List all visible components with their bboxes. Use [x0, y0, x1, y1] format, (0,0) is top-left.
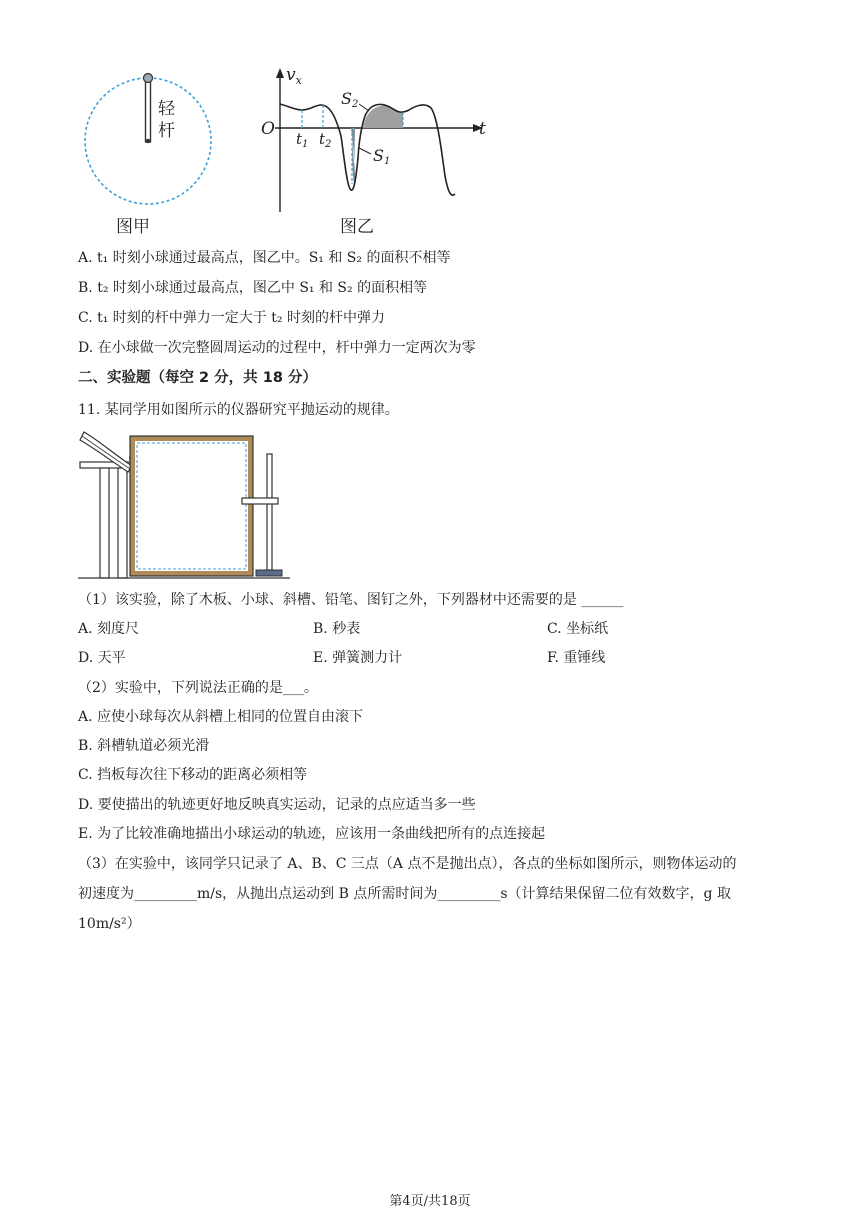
page-footer: 第4页/共18页 — [389, 1194, 471, 1209]
q10-option-b: B. t₂ 时刻小球通过最高点，图乙中 S₁ 和 S₂ 的面积相等 — [78, 280, 428, 296]
q11-part1: （1）该实验，除了木板、小球、斜槽、铅笔、图钉之外，下列器材中还需要的是 ______ — [78, 592, 624, 608]
q11-part1-option-b: B. 秒表 — [313, 621, 361, 637]
s1-label: S1 — [373, 146, 391, 167]
stand-clamp — [242, 498, 278, 504]
figure-jia-diagram — [82, 68, 218, 210]
rod-label-1: 轻 — [158, 99, 175, 119]
axis-v-label: $v_x$ — [286, 66, 302, 87]
q11-part3-line3: 10m/s²） — [78, 916, 141, 932]
rod-label-2: 杆 — [158, 121, 175, 141]
q11-part2-option-d: D. 要使描出的轨迹更好地反映真实运动，记录的点应适当多一些 — [78, 797, 476, 813]
q11-part2-option-e: E. 为了比较准确地描出小球运动的轨迹，应该用一条曲线把所有的点连接起 — [78, 826, 546, 842]
q11-part2-option-c: C. 挡板每次往下移动的距离必须相等 — [78, 767, 308, 783]
figure-yi-graph — [255, 66, 495, 216]
y-axis-arrow — [276, 68, 284, 78]
q11-part1-option-a: A. 刻度尺 — [78, 621, 140, 637]
figure-jia-caption: 图甲 — [116, 217, 150, 237]
s2-leader — [359, 104, 369, 111]
q11-part3-line1: （3）在实验中，该同学只记录了 A、B、C 三点（A 点不是抛出点），各点的坐标如图所示，则物体运动的 — [78, 856, 737, 872]
s2-label: S2 — [341, 89, 359, 110]
ball-top — [144, 74, 153, 83]
s1-leader — [359, 148, 371, 154]
q10-option-d: D. 在小球做一次完整圆周运动的过程中，杆中弹力一定两次为零 — [78, 340, 476, 356]
axis-t-label: t — [479, 119, 486, 139]
section-2-title: 二、实验题（每空 2 分，共 18 分） — [78, 370, 317, 386]
q11-stem: 11. 某同学用如图所示的仪器研究平抛运动的规律。 — [78, 402, 399, 418]
q11-part1-option-e: E. 弹簧测力计 — [313, 650, 403, 666]
origin-label: O — [261, 119, 275, 139]
q11-part2-option-b: B. 斜槽轨道必须光滑 — [78, 738, 210, 754]
q11-part1-option-d: D. 天平 — [78, 650, 126, 666]
q11-part1-option-f: F. 重锤线 — [547, 650, 606, 666]
stand-base — [256, 570, 282, 576]
figure-yi-caption: 图乙 — [340, 217, 374, 237]
apparatus-diagram — [78, 426, 290, 582]
coordinate-paper — [135, 441, 248, 571]
q11-part2-option-a: A. 应使小球每次从斜槽上相同的位置自由滚下 — [78, 709, 364, 725]
table-leg-right — [118, 468, 127, 578]
pivot-center — [146, 139, 150, 143]
q10-option-a: A. t₁ 时刻小球通过最高点，图乙中。S₁ 和 S₂ 的面积不相等 — [78, 250, 451, 266]
stand-rod — [267, 454, 272, 570]
light-rod — [146, 82, 151, 142]
q11-part3-line2: 初速度为_________m/s，从抛出点运动到 B 点所需时间为_________s（计算结果保留二位有效数字，g 取 — [78, 886, 731, 902]
q10-option-c: C. t₁ 时刻的杆中弹力一定大于 t₂ 时刻的杆中弹力 — [78, 310, 385, 326]
t2-label: $t_2$ — [319, 130, 332, 150]
q11-part2: （2）实验中，下列说法正确的是___。 — [78, 680, 318, 696]
table-leg-left — [100, 468, 109, 578]
q11-part1-option-c: C. 坐标纸 — [547, 621, 609, 637]
t1-label: $t_1$ — [296, 130, 309, 150]
